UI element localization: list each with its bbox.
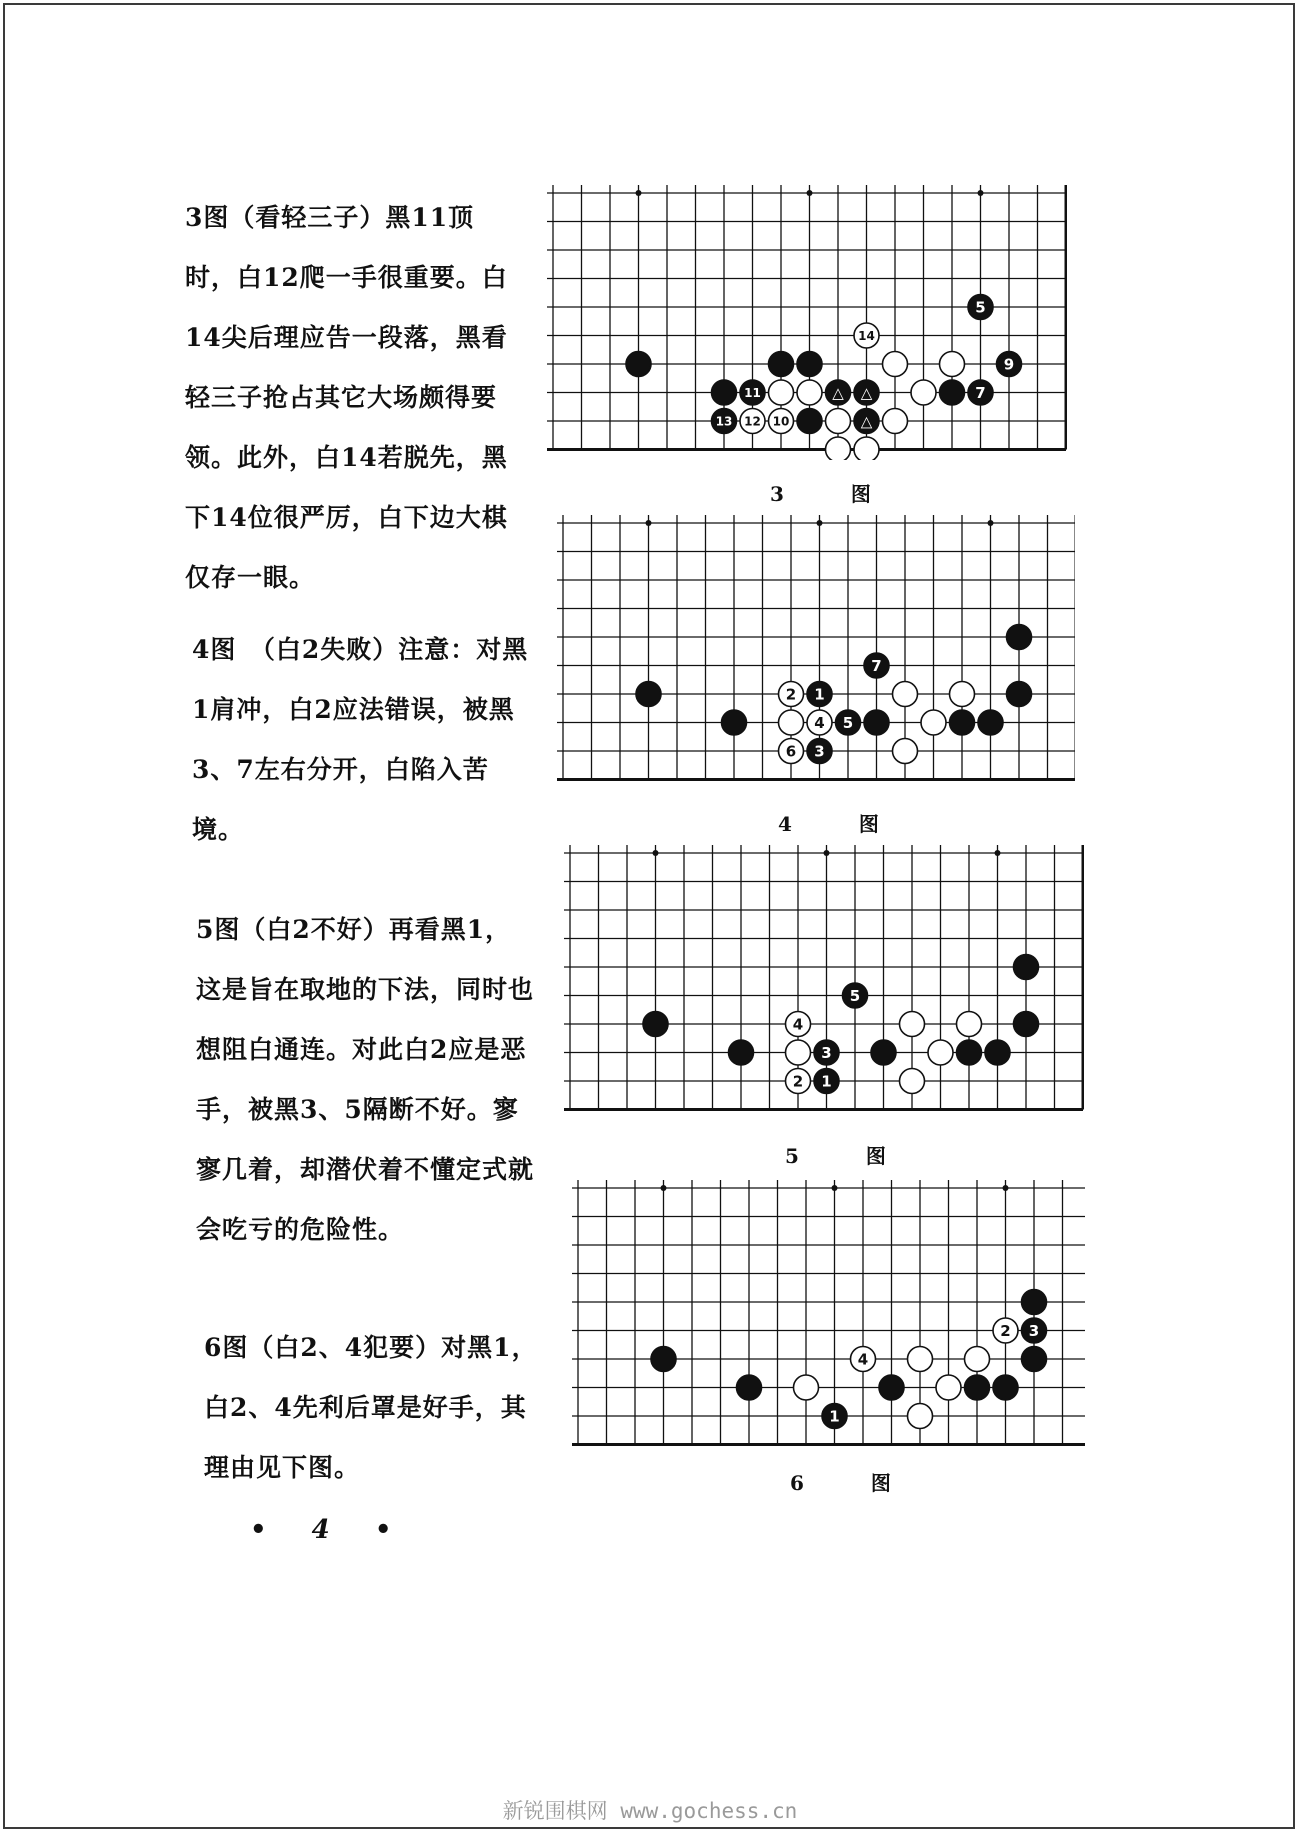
svg-text:6: 6 xyxy=(785,742,797,761)
black-stone xyxy=(871,1040,896,1065)
black-stone xyxy=(965,1375,990,1400)
white-stone xyxy=(908,1347,933,1372)
white-stone xyxy=(794,1375,819,1400)
paragraph-figure-3: 3图（看轻三子）黑11顶时，白12爬一手很重要。白14尖后理应告一段落，黑看轻三子抢占其它大场颇得要领。此外，白14若脱先，黑下14位很严厉，白下边大棋仅存一眼。 xyxy=(185,203,508,592)
black-stone xyxy=(712,409,737,434)
black-stone xyxy=(822,1404,847,1429)
white-stone xyxy=(854,323,879,348)
white-stone xyxy=(807,710,832,735)
white-stone xyxy=(797,380,822,405)
white-stone xyxy=(936,1375,961,1400)
black-stone xyxy=(985,1040,1010,1065)
svg-text:1: 1 xyxy=(821,1072,832,1091)
black-stone xyxy=(807,739,832,764)
white-stone xyxy=(779,682,804,707)
black-stone xyxy=(814,1069,839,1094)
black-stone xyxy=(1022,1347,1047,1372)
white-stone xyxy=(911,380,936,405)
svg-text:13: 13 xyxy=(715,414,733,429)
black-stone xyxy=(879,1375,904,1400)
black-stone xyxy=(864,653,889,678)
black-stone xyxy=(854,380,879,405)
white-stone xyxy=(779,739,804,764)
black-stone xyxy=(968,380,993,405)
black-stone xyxy=(814,1040,839,1065)
white-stone xyxy=(769,409,794,434)
white-stone xyxy=(883,352,908,377)
black-stone xyxy=(626,352,651,377)
svg-text:9: 9 xyxy=(1003,355,1015,374)
svg-text:14: 14 xyxy=(858,329,875,343)
white-stone xyxy=(786,1040,811,1065)
svg-text:7: 7 xyxy=(975,384,986,402)
black-stone xyxy=(636,682,661,707)
black-stone xyxy=(843,983,868,1008)
white-stone xyxy=(928,1040,953,1065)
black-stone xyxy=(722,710,747,735)
black-stone xyxy=(740,380,765,405)
black-stone xyxy=(836,710,861,735)
black-stone xyxy=(807,682,832,707)
white-stone xyxy=(786,1069,811,1094)
paragraph-figure-4: 4图 （白2失败）注意：对黑1肩冲，白2应法错误，被黑3、7左右分开，白陷入苦境。 xyxy=(192,635,529,844)
black-stone xyxy=(968,295,993,320)
white-stone xyxy=(900,1069,925,1094)
go-diagram-6 xyxy=(570,1180,1085,1455)
black-stone xyxy=(997,352,1022,377)
svg-text:3: 3 xyxy=(1028,1322,1040,1340)
black-stone xyxy=(651,1347,676,1372)
black-stone xyxy=(950,710,975,735)
white-stone xyxy=(893,682,918,707)
go-diagram-3 xyxy=(545,185,1067,460)
black-stone xyxy=(797,409,822,434)
white-stone xyxy=(993,1318,1018,1343)
svg-text:1: 1 xyxy=(814,685,825,704)
black-stone xyxy=(1014,955,1039,980)
black-stone xyxy=(1007,682,1032,707)
go-diagram-4 xyxy=(555,515,1075,790)
black-stone xyxy=(769,352,794,377)
svg-text:1: 1 xyxy=(829,1407,840,1426)
black-stone xyxy=(737,1375,762,1400)
watermark-footer: 新锐围棋网 www.gochess.cn xyxy=(502,1799,798,1823)
svg-text:5: 5 xyxy=(975,298,986,317)
svg-text:△: △ xyxy=(832,384,844,402)
black-stone xyxy=(1007,625,1032,650)
white-stone xyxy=(957,1012,982,1037)
svg-text:7: 7 xyxy=(871,657,882,675)
black-stone xyxy=(643,1012,668,1037)
black-stone xyxy=(1022,1290,1047,1315)
svg-text:△: △ xyxy=(860,412,873,431)
white-stone xyxy=(826,409,851,434)
black-stone xyxy=(957,1040,982,1065)
white-stone xyxy=(851,1347,876,1372)
white-stone xyxy=(786,1012,811,1037)
black-stone xyxy=(797,352,822,377)
svg-text:3: 3 xyxy=(814,742,825,761)
go-diagram-5 xyxy=(562,845,1084,1120)
black-stone xyxy=(1022,1318,1047,1343)
black-stone xyxy=(854,409,879,434)
svg-text:5: 5 xyxy=(842,714,854,732)
white-stone xyxy=(854,437,879,460)
white-stone xyxy=(950,682,975,707)
diagram-caption-6: 6 图 xyxy=(790,1471,921,1495)
diagram-caption-4: 4 图 xyxy=(778,812,909,836)
black-stone xyxy=(729,1040,754,1065)
svg-text:5: 5 xyxy=(849,987,861,1005)
white-stone xyxy=(965,1347,990,1372)
diagram-caption-5: 5 图 xyxy=(785,1144,916,1168)
diagram-caption-3: 3 图 xyxy=(770,482,901,506)
white-stone xyxy=(883,409,908,434)
white-stone xyxy=(940,352,965,377)
svg-text:11: 11 xyxy=(744,386,761,400)
svg-text:3: 3 xyxy=(821,1044,832,1062)
svg-text:△: △ xyxy=(860,384,873,402)
svg-text:2: 2 xyxy=(785,685,797,704)
white-stone xyxy=(779,710,804,735)
black-stone xyxy=(864,710,889,735)
svg-text:2: 2 xyxy=(792,1072,804,1091)
svg-text:4: 4 xyxy=(792,1015,804,1034)
black-stone xyxy=(978,710,1003,735)
black-stone xyxy=(1014,1012,1039,1037)
white-stone xyxy=(769,380,794,405)
svg-text:10: 10 xyxy=(772,414,790,429)
black-stone xyxy=(826,380,851,405)
white-stone xyxy=(740,409,765,434)
black-stone xyxy=(993,1375,1018,1400)
svg-text:4: 4 xyxy=(857,1350,869,1369)
black-stone xyxy=(940,380,965,405)
paragraph-figure-5: 5图（白2不好）再看黑1，这是旨在取地的下法，同时也想阻白通连。对此白2应是恶手，被黑3、5隔断不好。寥寥几着，却潜伏着不懂定式就会吃亏的危险性。 xyxy=(196,915,535,1244)
paragraph-figure-6: 6图（白2、4犯要）对黑1，白2、4先利后罩是好手，其理由见下图。 xyxy=(204,1333,538,1482)
white-stone xyxy=(921,710,946,735)
black-stone xyxy=(712,380,737,405)
page-number: • 4 • xyxy=(250,1515,410,1545)
white-stone xyxy=(908,1404,933,1429)
white-stone xyxy=(893,739,918,764)
white-stone xyxy=(900,1012,925,1037)
svg-text:12: 12 xyxy=(744,414,761,429)
svg-text:4: 4 xyxy=(814,714,825,732)
white-stone xyxy=(826,437,851,460)
svg-text:2: 2 xyxy=(1000,1322,1011,1340)
